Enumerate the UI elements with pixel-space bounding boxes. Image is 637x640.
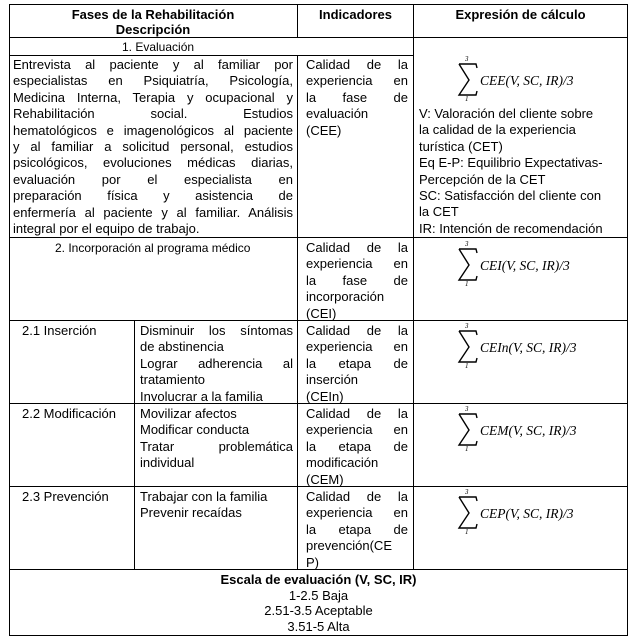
phase1-desc-line: preparación física y asistencia de [13,188,293,204]
sub1-indicator [306,323,408,405]
sub2-indicator [306,406,408,488]
indicator-line: Calidad de la [306,57,408,72]
legend-line: la calidad de la experiencia [419,122,576,138]
indicator-line: evaluación [306,106,369,122]
phase2-formula: CEI(V, SC, IR)/3 [480,258,570,273]
phase2-indicator [306,240,408,322]
phase1-formula: CEE(V, SC, IR)/3 [480,73,574,88]
desc-line: individual [140,455,195,471]
desc-line: Lograr adherencia al [140,355,293,371]
phase2-title: 2. Incorporación al programa médico [55,241,251,255]
scale-item: 1-2.5 Baja [288,587,349,603]
sum-upper-limit: 3 [465,488,469,496]
desc-line: Tratar problemática [140,438,293,454]
indicator-line: incorporación [306,289,385,305]
col-divider-1 [297,55,298,570]
sum-upper-limit: 3 [465,322,469,330]
sub3-label: 2.3 Prevención [22,489,109,504]
phase1-desc-line: y al familiar a solicitud personal, estudios [13,139,293,155]
sum-upper-limit: 3 [465,240,469,248]
header-phases-line1: Fases de la Rehabilitación [71,7,235,22]
header-phases [10,7,296,37]
desc-line: Prevenir recaídas [140,505,242,521]
indicator-line: la etapa de [306,521,408,537]
phase1-title-divider [9,55,413,56]
legend-line: V: Valoración del cliente sobre [419,106,594,121]
indicator-line: experiencia en [306,256,408,272]
indicator-line: (CEIn) [306,388,344,404]
indicator-line: P) [306,554,319,570]
phase1-description [13,57,293,237]
desc-line: Trabajar con la familia [140,489,268,504]
legend-line: Percepción de la CET [419,171,546,187]
scale-title: Escala de evaluación (V, SC, IR) [220,572,417,587]
sum-lower-limit: 1 [465,445,469,453]
scale-item: 3.51-5 Alta [287,618,350,634]
phase1-desc-line: Rehabilitación social. Estudios [13,106,293,122]
table-border-top [9,4,628,5]
desc-line: Movilizar afectos [140,406,237,421]
evaluation-scale [10,572,627,634]
indicator-line: la etapa de [306,438,408,454]
indicator-line: (CEI) [306,305,337,321]
indicator-line: experiencia en [306,422,408,438]
sub3-indicator [306,489,408,571]
sub2-formula: CEM(V, SC, IR)/3 [480,423,577,438]
sub2-description [140,406,293,472]
indicator-line: la fase de [306,89,408,105]
desc-line: tratamiento [140,372,206,388]
desc-line: Disminuir los síntomas [140,323,293,338]
sub3-description [140,489,293,522]
sub-col-divider [134,320,135,570]
legend-line: SC: Satisfacción del cliente con [419,188,602,204]
indicator-line: la fase de [306,272,408,288]
legend-line: Eq E-P: Equilibrio Expectativas- [419,155,603,171]
indicator-line: Calidad de la [306,240,408,255]
phase1-title: 1. Evaluación [122,40,195,54]
table-border-right [627,4,628,636]
sum-lower-limit: 1 [465,528,469,536]
phase1-indicator [306,57,408,139]
phase1-desc-line: hematológicos e imagenológicos al paciente [13,122,293,138]
legend-line: IR: Intención de recomendación [419,220,603,236]
phase1-desc-line: evaluación por el especialista en [13,171,293,187]
desc-line: de abstinencia [140,339,224,355]
indicator-line: modificación [306,455,379,471]
col-divider-2 [413,4,414,570]
indicator-line: Calidad de la [306,323,408,338]
sub2-label: 2.2 Modificación [22,406,116,421]
header-divider [9,37,628,38]
indicator-line: inserción [306,372,359,388]
phase1-legend [419,106,625,237]
sum-lower-limit: 1 [465,280,469,288]
indicator-line: prevención(CE [306,538,392,554]
desc-line: Involucrar a la familia [140,388,263,404]
indicator-line: la etapa de [306,355,408,371]
sub1-formula: CEIn(V, SC, IR)/3 [480,340,577,355]
indicator-line: experiencia en [306,505,408,521]
sum-upper-limit: 3 [465,405,469,413]
indicator-line: Calidad de la [306,489,408,504]
header-expression: Expresión de cálculo [455,7,586,22]
sum-lower-limit: 1 [465,362,469,370]
sub3-formula: CEP(V, SC, IR)/3 [480,506,574,521]
indicator-line: experiencia en [306,339,408,355]
legend-line: la CET [419,204,459,220]
scale-item: 2.51-3.5 Aceptable [264,603,373,618]
header-phases-line2: Descripción [115,22,191,37]
indicator-line: (CEE) [306,122,342,138]
sub1-label: 2.1 Inserción [22,323,97,338]
sum-upper-limit: 3 [465,55,469,63]
table-border-left [9,4,10,636]
sum-lower-limit: 1 [465,95,469,103]
legend-line: turística (CET) [419,138,503,154]
phase1-desc-line: Entrevista al paciente y al familiar por [13,57,293,72]
indicator-line: Calidad de la [306,406,408,421]
sub1-description [140,323,293,405]
desc-line: Modificar conducta [140,422,250,438]
header-indicators: Indicadores [319,7,392,22]
phase1-desc-line: especialistas en Psiquiatría, Psicología, [13,73,293,89]
table-border-bottom [9,635,628,636]
phase1-desc-line: psicológicos, evoluciones médicas diarias, [13,155,293,171]
indicator-line: experiencia en [306,73,408,89]
phase1-desc-line: Medicina Interna, Terapia y ocupacional y [13,89,293,105]
phase1-desc-line: integral por el equipo de trabajo. [13,221,200,237]
indicator-line: (CEM) [306,471,344,487]
phase1-desc-line: enfermería al paciente y al familiar. Análisis [13,204,293,220]
